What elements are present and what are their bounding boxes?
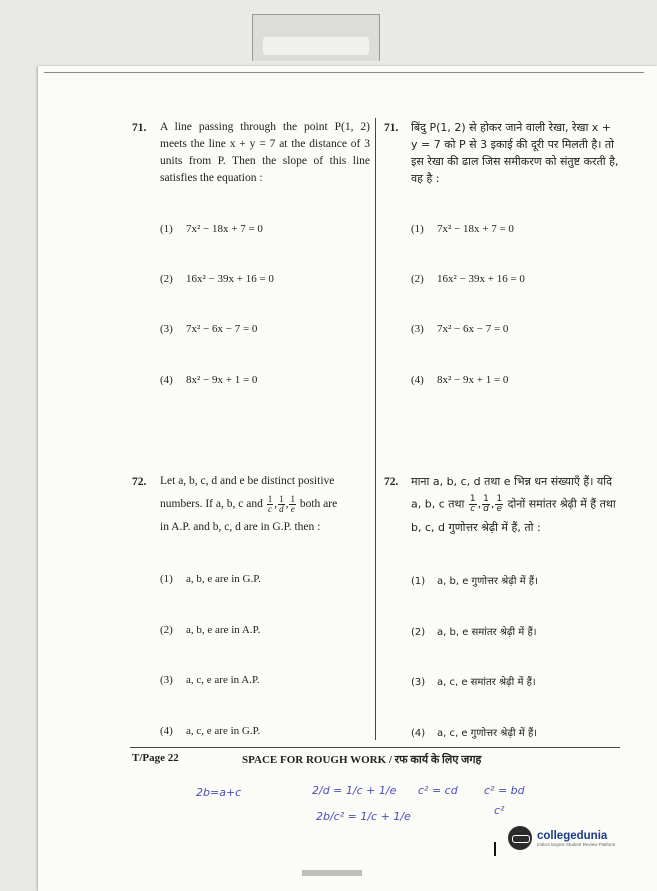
frac-hi-1-c: $\frac{1}{c}$ xyxy=(469,494,476,514)
handwriting-2: 2/d = 1/c + 1/e xyxy=(312,784,397,797)
frac-1-e: $\frac{1}{e}$ xyxy=(290,494,295,514)
frac-hi-1-e: $\frac{1}{e}$ xyxy=(496,494,503,514)
q72-line2a-hi: a, b, c तथा xyxy=(411,497,465,511)
frac-1-d: $\frac{1}{d}$ xyxy=(279,494,284,514)
q72-line2-hi: a, b, c तथा $\frac{1}{c}$ , $\frac{1}{d}$ , $\frac{1}{e}$ दोनों समांतर श्रेढ़ी में हैं तथा xyxy=(411,494,616,514)
q72-option-2-hi[interactable]: (2) a, b, e समांतर श्रेढ़ी में हैं। xyxy=(411,627,537,638)
q72-line1-hi: माना a, b, c, d तथा e भिन्न धन संख्याएँ हैं। यदि xyxy=(411,475,612,488)
q72-line3-en: in A.P. and b, c, d are in G.P. then : xyxy=(160,521,321,533)
q72-option-4-hi[interactable]: (4) a, c, e गुणोत्तर श्रेढ़ी में हैं। xyxy=(411,728,538,739)
rough-work-title: SPACE FOR ROUGH WORK / रफ कार्य के लिए जगह xyxy=(242,754,482,766)
q71-option-4-hi[interactable]: (4) 8x² − 9x + 1 = 0 xyxy=(411,374,509,386)
page-edge-line xyxy=(44,72,644,73)
q71-option-1-hi[interactable]: (1) 7x² − 18x + 7 = 0 xyxy=(411,223,514,235)
column-divider xyxy=(375,118,376,740)
frac-1-c: $\frac{1}{c}$ xyxy=(267,494,273,514)
q72-option-4-en[interactable]: (4) a, c, e are in G.P. xyxy=(160,725,261,737)
handwriting-3: 2b/c² = 1/c + 1/e xyxy=(316,810,411,823)
q72-line1-en: Let a, b, c, d and e be distinct positive xyxy=(160,475,335,487)
handwriting-6: c² xyxy=(494,804,505,817)
footer-rule xyxy=(130,747,620,748)
q72-line3-hi: b, c, d गुणोत्तर श्रेढ़ी में हैं, तो : xyxy=(411,521,541,534)
q72-number-en: 72. xyxy=(132,476,147,488)
q71-number-en: 71. xyxy=(132,122,147,134)
logo-name: collegedunia xyxy=(537,829,608,842)
handwriting-1: 2b=a+c xyxy=(196,786,242,799)
q72-line2a-en: numbers. If a, b, c and xyxy=(160,498,263,511)
q72-option-1-en[interactable]: (1) a, b, e are in G.P. xyxy=(160,573,261,585)
handwriting-5: c² = bd xyxy=(484,784,525,797)
logo-tagline: India's largest Student Review Platform xyxy=(537,841,616,847)
pen-mark xyxy=(494,842,496,856)
collegedunia-logo xyxy=(508,826,615,850)
q71-number-hi: 71. xyxy=(384,122,399,134)
q72-option-3-en[interactable]: (3) a, c, e are in A.P. xyxy=(160,674,260,686)
mascot-icon xyxy=(508,826,532,850)
q71-option-4-en[interactable]: (4) 8x² − 9x + 1 = 0 xyxy=(160,374,258,386)
q71-option-1-en[interactable]: (1) 7x² − 18x + 7 = 0 xyxy=(160,223,263,235)
q71-option-2-hi[interactable]: (2) 16x² − 39x + 16 = 0 xyxy=(411,273,525,285)
q72-line2b-en: both are xyxy=(299,498,338,511)
q71-text-en: A line passing through the point P(1, 2) meets the line x + y = 7 at the distance of 3 units from P. Then the slope of this line satisfies the equation : xyxy=(160,121,370,184)
q72-line2-en: numbers. If a, b, c and $\frac{1}{c}$ , $\frac{1}{d}$ , $\frac{1}{e}$ both are xyxy=(160,494,338,514)
q72-option-2-en[interactable]: (2) a, b, e are in A.P. xyxy=(160,624,261,636)
frac-hi-1-d: $\frac{1}{d}$ xyxy=(483,494,489,514)
q71-option-3-en[interactable]: (3) 7x² − 6x − 7 = 0 xyxy=(160,323,258,335)
q71-text-hi: बिंदु P(1, 2) से होकर जाने वाली रेखा, रेखा x + y = 7 को P से 3 इकाई की दूरी पर मिलती है। तो इस रेखा की ढाल जिस समीकरण को संतुष्ट करती है, वह है : xyxy=(411,121,619,185)
q72-line2b-hi: दोनों समांतर श्रेढ़ी में हैं तथा xyxy=(507,497,616,511)
binder-clip xyxy=(252,14,380,61)
bottom-strip xyxy=(302,870,362,876)
q71-option-2-en[interactable]: (2) 16x² − 39x + 16 = 0 xyxy=(160,273,274,285)
q72-option-3-hi[interactable]: (3) a, c, e समांतर श्रेढ़ी में हैं। xyxy=(411,677,536,688)
q71-option-3-hi[interactable]: (3) 7x² − 6x − 7 = 0 xyxy=(411,323,509,335)
handwriting-4: c² = cd xyxy=(418,784,458,797)
page-label: T/Page 22 xyxy=(132,752,179,764)
q72-number-hi: 72. xyxy=(384,476,399,488)
q72-option-1-hi[interactable]: (1) a, b, e गुणोत्तर श्रेढ़ी में हैं। xyxy=(411,576,538,587)
